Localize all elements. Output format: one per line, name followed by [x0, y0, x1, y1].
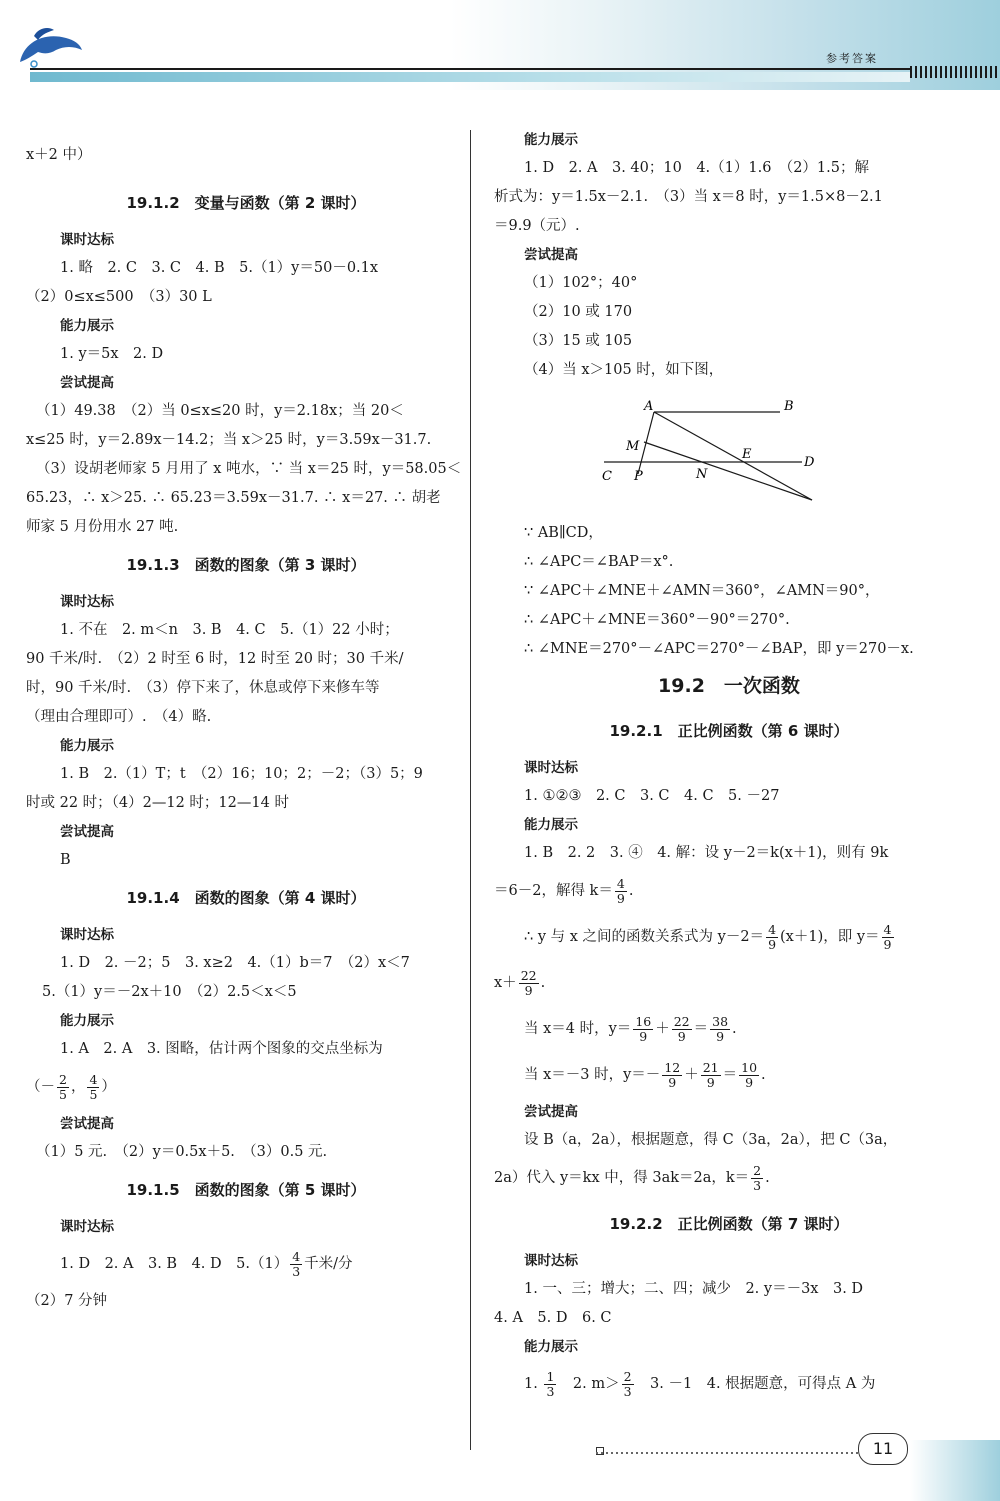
page-number: 11	[858, 1433, 908, 1465]
denominator: 3	[546, 1383, 555, 1399]
subheading: 能力展示	[524, 132, 578, 148]
subheading: 能力展示	[60, 318, 114, 334]
numerator: 22	[520, 967, 537, 983]
text: ）	[101, 1079, 116, 1095]
text-line	[494, 1155, 964, 1201]
text: ＝	[693, 1021, 709, 1037]
left-column	[26, 138, 466, 1316]
text-line: 析式为：y＝1.5x－2.1. （3）当 x＝8 时，y＝1.5×8－2.1	[494, 189, 883, 205]
numerator: 2	[623, 1368, 632, 1384]
text: .	[628, 883, 634, 899]
denominator: 9	[677, 1028, 686, 1044]
numerator: 22	[673, 1013, 690, 1029]
fraction	[751, 1164, 763, 1193]
numerator: 38	[712, 1013, 729, 1029]
text: ＝6－2，解得 k＝	[494, 883, 613, 899]
text-line: 1. B 2.（1）T；t （2）16；10；2；－2；（3）5；9	[60, 766, 423, 782]
numerator: 1	[546, 1368, 555, 1384]
text-line: 设 B（a，2a），根据题意，得 C（3a，2a），把 C（3a，	[524, 1132, 898, 1148]
geometry-figure	[596, 392, 826, 510]
text: ，	[70, 1079, 86, 1095]
fraction	[622, 1370, 634, 1399]
text-line	[26, 1064, 466, 1110]
text-line	[494, 960, 964, 1006]
text: ∴ y 与 x 之间的函数关系式为 y－2＝	[524, 929, 765, 945]
subheading: 尝试提高	[60, 375, 114, 391]
text: 当 x＝4 时，y＝	[524, 1021, 632, 1037]
text-line	[494, 914, 964, 960]
barcode-decoration	[910, 66, 998, 78]
label-n: N	[696, 467, 708, 482]
subheading: 课时达标	[60, 594, 114, 610]
text-line: ∵ AB∥CD，	[524, 525, 603, 541]
fraction	[57, 1073, 69, 1102]
text-line: （1）5 元. （2）y＝0.5x＋5. （3）0.5 元.	[36, 1144, 328, 1160]
text-line: 1. 略 2. C 3. C 4. B 5.（1）y＝50－0.1x	[60, 260, 379, 276]
fraction	[87, 1073, 99, 1102]
denominator: 5	[89, 1086, 98, 1102]
subheading: 尝试提高	[60, 824, 114, 840]
numerator: 2	[753, 1162, 762, 1178]
text-line: 4. A 5. D 6. C	[494, 1310, 612, 1326]
text-line: 1. y＝5x 2. D	[60, 346, 164, 362]
text-line: （2）7 分钟	[26, 1293, 108, 1309]
denominator: 3	[292, 1263, 301, 1279]
subheading: 课时达标	[524, 1253, 578, 1269]
denominator: 9	[768, 936, 777, 952]
text-line: （1）102°；40°	[524, 275, 638, 291]
text-line: 1. D 2. －2；5 3. x≥2 4.（1）b＝7 （2）x＜7	[60, 955, 410, 971]
denominator: 9	[639, 1028, 648, 1044]
denominator: 9	[616, 890, 625, 906]
text: .	[732, 1021, 737, 1037]
column-divider	[470, 130, 471, 1450]
label-e: E	[742, 447, 752, 462]
dolphin-logo-icon	[14, 24, 84, 72]
text-line: （理由合理即可）. （4）略.	[26, 709, 212, 725]
label-c: C	[602, 469, 612, 484]
section-title: 19.2.2 正比例函数（第 7 课时）	[609, 1215, 849, 1233]
fraction	[290, 1250, 302, 1279]
text-line	[494, 1052, 964, 1098]
denominator: 9	[524, 982, 533, 998]
text-line: （1）49.38 （2）当 0≤x≤20 时，y＝2.18x；当 20＜	[36, 403, 404, 419]
subheading: 能力展示	[524, 817, 578, 833]
fraction	[544, 1370, 556, 1399]
text: .	[761, 1067, 766, 1083]
subheading: 课时达标	[60, 927, 114, 943]
section-title: 19.1.4 函数的图象（第 4 课时）	[126, 889, 366, 907]
text: (x＋1)，即 y＝	[780, 929, 880, 945]
text-line: ∴ ∠APC＋∠MNE＝360°－90°＝270°.	[524, 612, 790, 628]
numerator: 16	[635, 1013, 652, 1029]
text-line	[26, 138, 466, 172]
text-line: 时，90 千米/时. （3）停下来了，休息或停下来修车等	[26, 680, 380, 696]
text-line	[494, 1361, 964, 1407]
line-ae	[654, 412, 812, 500]
numerator: 4	[768, 921, 777, 937]
text-line: 5.（1）y＝－2x＋10 （2）2.5＜x＜5	[42, 984, 297, 1000]
text-line: B	[60, 852, 71, 868]
numerator: 21	[702, 1059, 719, 1075]
numerator: 2	[59, 1071, 67, 1087]
text: 3. －1 4. 根据题意，可得点 A 为	[635, 1376, 876, 1392]
text-line: （2）10 或 170	[524, 304, 633, 320]
text: ＝	[722, 1067, 738, 1083]
text-line: 时或 22 时；（4）2—12 时；12—14 时	[26, 795, 289, 811]
text: 2. m＞	[558, 1376, 620, 1392]
text: 千米/分	[304, 1256, 353, 1272]
header-rule	[30, 68, 910, 70]
text-line: ∵ ∠APC＋∠MNE＋∠AMN＝360°，∠AMN＝90°，	[524, 583, 880, 599]
denominator: 9	[706, 1074, 715, 1090]
text-line: 1. D 2. A 3. 40；10 4.（1）1.6 （2）1.5；解	[524, 160, 869, 176]
section-title: 19.2.1 正比例函数（第 6 课时）	[609, 722, 849, 740]
fraction	[701, 1061, 721, 1090]
section-title: 19.1.3 函数的图象（第 3 课时）	[126, 556, 366, 574]
fraction	[739, 1061, 759, 1090]
subheading: 能力展示	[60, 1013, 114, 1029]
header-stripe	[30, 72, 910, 82]
text-line: 1. A 2. A 3. 图略，估计两个图象的交点坐标为	[60, 1041, 383, 1057]
text-line: ＝9.9（元）.	[494, 218, 580, 234]
text-line: 65.23，∴ x＞25. ∴ 65.23＝3.59x－31.7. ∴ x＝27. ∴ 胡老	[26, 490, 441, 506]
denominator: 3	[623, 1383, 632, 1399]
denominator: 5	[59, 1086, 67, 1102]
label-p: P	[634, 469, 643, 484]
subheading: 尝试提高	[524, 1104, 578, 1120]
subheading: 课时达标	[60, 1219, 114, 1235]
section-title: 19.1.5 函数的图象（第 5 课时）	[126, 1181, 366, 1199]
text: 2a）代入 y＝kx 中，得 3ak＝2a，k＝	[494, 1170, 750, 1186]
text-line: 1. 不在 2. m＜n 3. B 4. C 5.（1）22 小时；	[60, 622, 399, 638]
text-line: （3）15 或 105	[524, 333, 633, 349]
text-line: 师家 5 月份用水 27 吨.	[26, 519, 179, 535]
text-line	[494, 868, 964, 914]
fraction	[710, 1015, 730, 1044]
numerator: 12	[664, 1059, 681, 1075]
chapter-title: 19.2 一次函数	[658, 675, 800, 697]
text-line: （4）当 x＞105 时，如下图，	[524, 362, 724, 378]
subheading: 尝试提高	[524, 247, 578, 263]
footer-band	[910, 1440, 1000, 1501]
denominator: 9	[745, 1074, 754, 1090]
subheading: 课时达标	[60, 232, 114, 248]
fraction	[672, 1015, 692, 1044]
line-mn	[644, 442, 812, 500]
section-title: 19.1.2 变量与函数（第 2 课时）	[126, 194, 366, 212]
text: 1. D 2. A 3. B 4. D 5.（1）	[60, 1256, 289, 1272]
text: 当 x＝－3 时，y＝－	[524, 1067, 661, 1083]
footer-dotted-rule	[596, 1452, 866, 1454]
text-line	[494, 1006, 964, 1052]
text-line: （2）0≤x≤500 （3）30 L	[26, 289, 212, 305]
fraction	[882, 923, 894, 952]
label-d: D	[804, 455, 815, 470]
fraction	[615, 877, 627, 906]
denominator: 3	[753, 1177, 762, 1193]
text: x＋2 中）	[26, 147, 92, 163]
text: x＋	[494, 975, 517, 991]
subheading: 课时达标	[524, 760, 578, 776]
fraction	[662, 1061, 682, 1090]
label-m: M	[626, 439, 640, 454]
text-line	[26, 1241, 466, 1287]
numerator: 10	[741, 1059, 758, 1075]
numerator: 4	[89, 1071, 98, 1087]
denominator: 9	[668, 1074, 677, 1090]
text: .	[540, 975, 546, 991]
header-label: 参考答案	[826, 52, 878, 65]
text-line: ∴ ∠MNE＝270°－∠APC＝270°－∠BAP，即 y＝270－x.	[524, 641, 914, 657]
subheading: 能力展示	[524, 1339, 578, 1355]
denominator: 9	[716, 1028, 725, 1044]
text: （－	[26, 1079, 55, 1095]
text: ＋	[684, 1067, 699, 1083]
text: 1.	[524, 1376, 543, 1392]
denominator: 9	[883, 936, 892, 952]
text-line: 90 千米/时. （2）2 时至 6 时，12 时至 20 时；30 千米/	[26, 651, 404, 667]
label-b: B	[784, 399, 794, 414]
text-line: 1. ①②③ 2. C 3. C 4. C 5. －27	[524, 788, 780, 804]
text-line: 1. B 2. 2 3. ④ 4. 解：设 y－2＝k(x＋1)，则有 9k	[524, 845, 889, 861]
numerator: 4	[292, 1248, 301, 1264]
subheading: 能力展示	[60, 738, 114, 754]
fraction	[766, 923, 778, 952]
label-a: A	[644, 399, 654, 414]
fraction	[633, 1015, 653, 1044]
text-line: x≤25 时，y＝2.89x－14.2；当 x＞25 时，y＝3.59x－31.7.	[26, 432, 432, 448]
numerator: 4	[616, 875, 625, 891]
text: ＋	[655, 1021, 670, 1037]
text-line: 1. 一、三；增大；二、四；减少 2. y＝－3x 3. D	[524, 1281, 864, 1297]
text-line: （3）设胡老师家 5 月用了 x 吨水，∵ 当 x＝25 时，y＝58.05＜	[36, 461, 462, 477]
fraction	[519, 969, 539, 998]
text-line: ∴ ∠APC＝∠BAP＝x°.	[524, 554, 674, 570]
right-column	[494, 126, 964, 1407]
numerator: 4	[883, 921, 892, 937]
subheading: 尝试提高	[60, 1116, 114, 1132]
text: .	[765, 1170, 770, 1186]
